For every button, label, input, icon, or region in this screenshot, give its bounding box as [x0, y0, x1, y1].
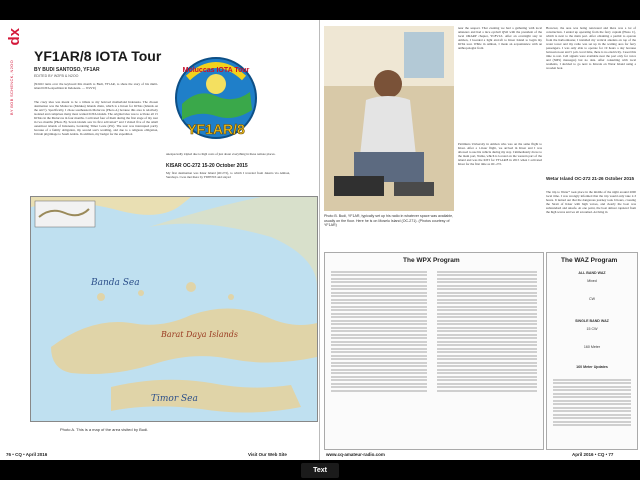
right-footer-web: www.cq-amateur-radio.com	[326, 452, 385, 457]
col-a-text: near the seaport. That evening we had a gathering with local amateurs and had a nice eyeball QSO with the president of the local ORARP chapter, YC8VLZ. After an overnight stay in Ambon, I boarded a light aircraft to Kisar Island to begin my IOTA tour. While in Ambon, I made an acquaintance with an anthropologist from	[458, 26, 542, 50]
left-footer-web: Visit Our Web Site	[248, 452, 287, 457]
map-photo-a	[30, 196, 318, 422]
waz-rules	[553, 377, 631, 428]
waz-line-mixed: Mixed	[587, 279, 597, 283]
wpx-table	[324, 252, 544, 450]
wpx-col-left	[331, 269, 427, 393]
waz-title: The WAZ Program	[561, 257, 618, 264]
waz-line-160-updates: 160 Meter Updates	[576, 365, 608, 369]
body-text: The crazy idea was meant to be a tribute to my beloved motherland Indonesia. The chosen destination was the Moluccas (Maluku) Islands chain, which is a haven for IOTAs (Islands on the Air®). Specifically, I chose southeastern Moluccas (Photo A) because this area is relatively isolated and comprises many most wanted IOTA islands. The original idea was to activate all 15 IOTAs in the Moluccas in four months. I activated four of them during the first stage of my tour in two months (Photo B). Seven islands saw its first activation* and I visited five of the small outermost islands of Indonesia, bordering Timor Leste (4W). The tour was interrupted partly because of a family obligation, my second son's wedding, and due to a religious obligation, Umroh pilgrimage to Saudi Arabia. In addition, my budget for the expedition	[34, 100, 158, 136]
right-footer-page: April 2016 • CQ • 77	[572, 452, 614, 457]
logo-call: YF1AR/8	[187, 121, 245, 137]
left-footer-page: 76 • CQ • April 2016	[6, 452, 48, 457]
waz-line-cw: CW	[589, 297, 595, 301]
col-b-text: Pattimura University in Ambon who was on the same flight to Kisar. After a 1-hour flight, we arrived in Kisar and I was allowed to use his vehicle during my stay. I immediately drove to the main port, Nama, which is located on the western part of the island and was the IOTI for YF1AR/8 in 2015 when I activated Kisar for the first time as OC-272.	[458, 142, 542, 166]
article-editor: EDITED BY W2FB & N2OO	[34, 74, 79, 78]
article-title: YF1AR/8 IOTA Tour	[34, 48, 162, 64]
subhead-kisar: KISAR OC-272 15-20 October 2015	[166, 163, 248, 169]
logo-text: Moluccas IOTA Tour	[182, 67, 250, 74]
photo-b	[324, 26, 454, 211]
waz-line-singleband: SINGLE BAND WAZ	[575, 319, 609, 323]
map-label-islands: Barat Daya Islands	[161, 330, 238, 339]
subhead-wetar: Wetar Island OC-272 21-26 October 2015	[546, 176, 635, 181]
waz-line-allband: ALL BAND WAZ	[578, 271, 606, 275]
waz-table	[546, 252, 638, 450]
wpx-col-right	[437, 269, 537, 393]
wpx-title: The WPX Program	[403, 257, 460, 264]
col2-text: unexpectedly tripled due to high costs of just about everything in these remote places.	[166, 152, 276, 156]
intro-text: (N2OO turns over the keyboard this month to Budi, YF1AR, to share the story of his multi-island IOTA expedition in Indonesia. — W2VU)	[34, 82, 158, 90]
col-c-body: The trip to Wetar* took place in the middle of the night around 2000 local time. I was wrongly informed that the trip would only take 2-3 hours. It turned out that the dangerous journey took 6 hours, crossing the Strait of Kisar with high waves, and clearly the boat was substandard and unsafe. At one point, the boat almost capsized from the high waves and we all screamed. Arriving in	[546, 190, 636, 214]
side-byline: BY BOB SCHENCK, N2OO	[9, 60, 14, 116]
waz-line-15cw: 15 CW	[586, 327, 598, 331]
left-page[interactable]	[0, 20, 320, 460]
map-label-banda: Banda Sea	[91, 278, 140, 288]
page-spread	[0, 20, 640, 460]
moluccas-iota-logo	[168, 48, 264, 148]
col-c-text: However, the area was being renovated and there was a lot of construction. I ended up operating from the ferry captain (Photo C), which is next to the main port. After obtaining a permit to operate from the harbormaster, I installed my vertical antenna on top of the water tower and my radio was set up in the waiting area for ferry passengers. I was only able to operate for 19 hours a day because between noon and 5 p.m. local time, there is no electricity. I used this time to rest. Cell signals were available near the port only for voice and (SMS) messages) but no data. After consulting with local residents, I decided to go next to Kiwala on Wetar Island using a wooden boat.	[546, 26, 636, 70]
waz-line-160: 160 Meter	[583, 345, 601, 349]
article-author: BY BUDI SANTOSO, YF1AR	[34, 67, 100, 73]
photo-b-caption: Photo B. Budi, YF1AR, typically set up his radio in whatever space was available, usually on the floor. Here he is on Moselu Island (OC-271). (Photos courtesy of YF1AR)	[324, 214, 454, 228]
map-label-timor: Timor Sea	[151, 394, 198, 404]
text-mode-button[interactable]: Text	[301, 463, 339, 478]
right-page[interactable]	[320, 20, 640, 460]
col2-body: My first destination was Kisar Island (OC272), to which I traveled from Jakarta via Ambon, Surabaya. I was met there by YD8VNZ and stayed	[166, 171, 290, 179]
section-mark: dx	[6, 28, 23, 46]
map-caption: Photo A. This is a map of the area visited by Budi.	[60, 427, 149, 432]
